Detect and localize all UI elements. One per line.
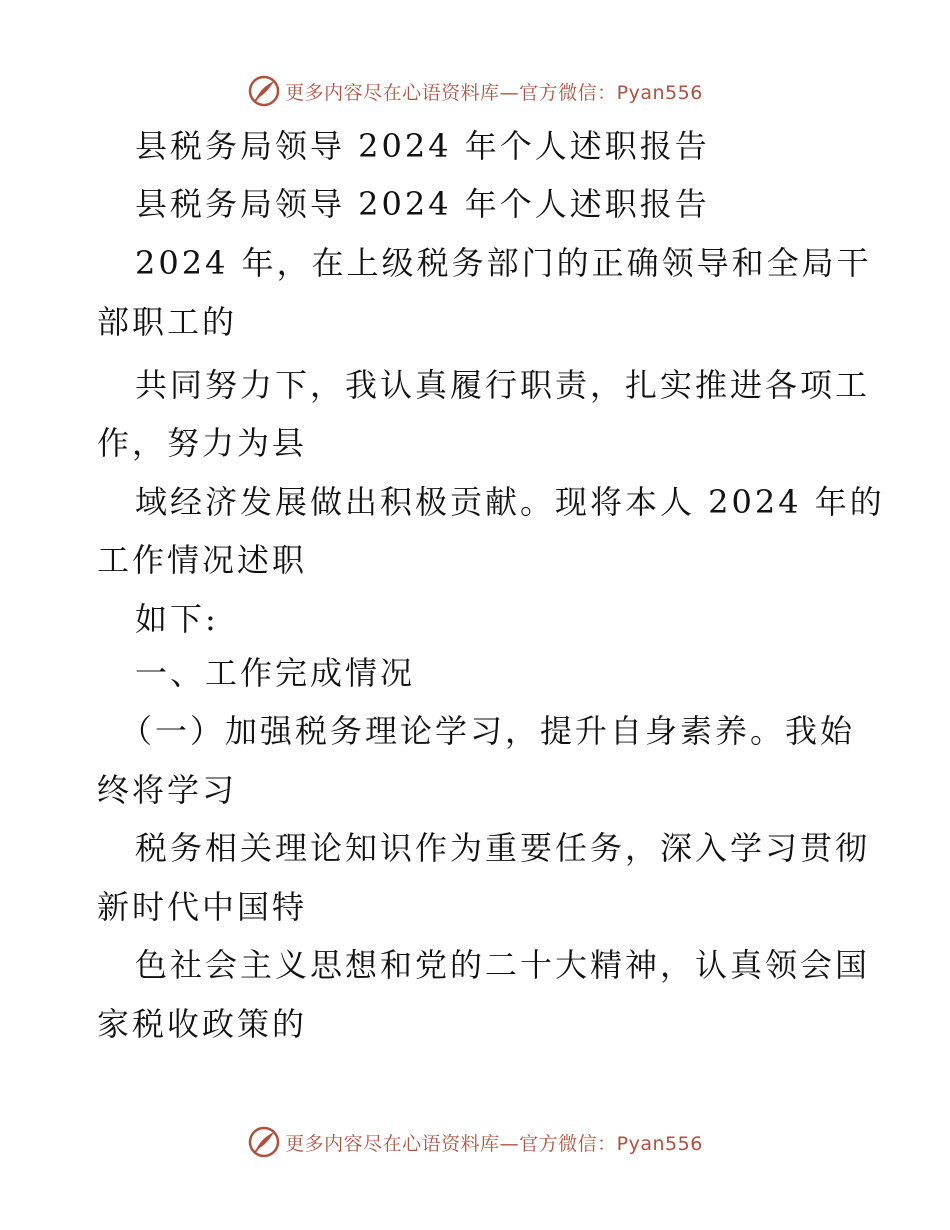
paragraph-line: 色社会主义思想和党的二十大精神，认真领会国	[135, 946, 871, 984]
quill-pen-logo-icon	[247, 74, 281, 108]
doc-title-line: 县税务局领导 2024 年个人述职报告	[135, 127, 710, 165]
paragraph-line: 终将学习	[97, 771, 238, 809]
paragraph-line: 部职工的	[97, 303, 238, 341]
footer-banner-text: 更多内容尽在心语资料库—官方微信：Pyan556	[285, 1132, 703, 1155]
quill-pen-logo-icon	[247, 1125, 281, 1159]
header-banner	[0, 71, 950, 111]
footer-banner	[0, 1122, 950, 1162]
paragraph-line: 工作情况述职	[97, 541, 308, 579]
paragraph-line: 新时代中国特	[97, 888, 308, 926]
header-banner-text: 更多内容尽在心语资料库—官方微信：Pyan556	[285, 81, 703, 104]
doc-title-line: 县税务局领导 2024 年个人述职报告	[135, 185, 710, 223]
paragraph-line: 税务相关理论知识作为重要任务，深入学习贯彻	[135, 829, 871, 867]
paragraph-line: 共同努力下，我认真履行职责，扎实推进各项工	[135, 366, 871, 404]
paragraph-line: 作，努力为县	[97, 424, 308, 462]
paragraph-line: 如下:	[135, 600, 219, 638]
section-heading: 一、工作完成情况	[135, 654, 416, 692]
paragraph-line: 域经济发展做出积极贡献。现将本人 2024 年的	[135, 483, 885, 521]
paragraph-line: 家税收政策的	[97, 1005, 308, 1043]
paragraph-line: （一）加强税务理论学习，提升自身素养。我始	[120, 712, 856, 750]
paragraph-line: 2024 年，在上级税务部门的正确领导和全局干	[135, 244, 872, 282]
